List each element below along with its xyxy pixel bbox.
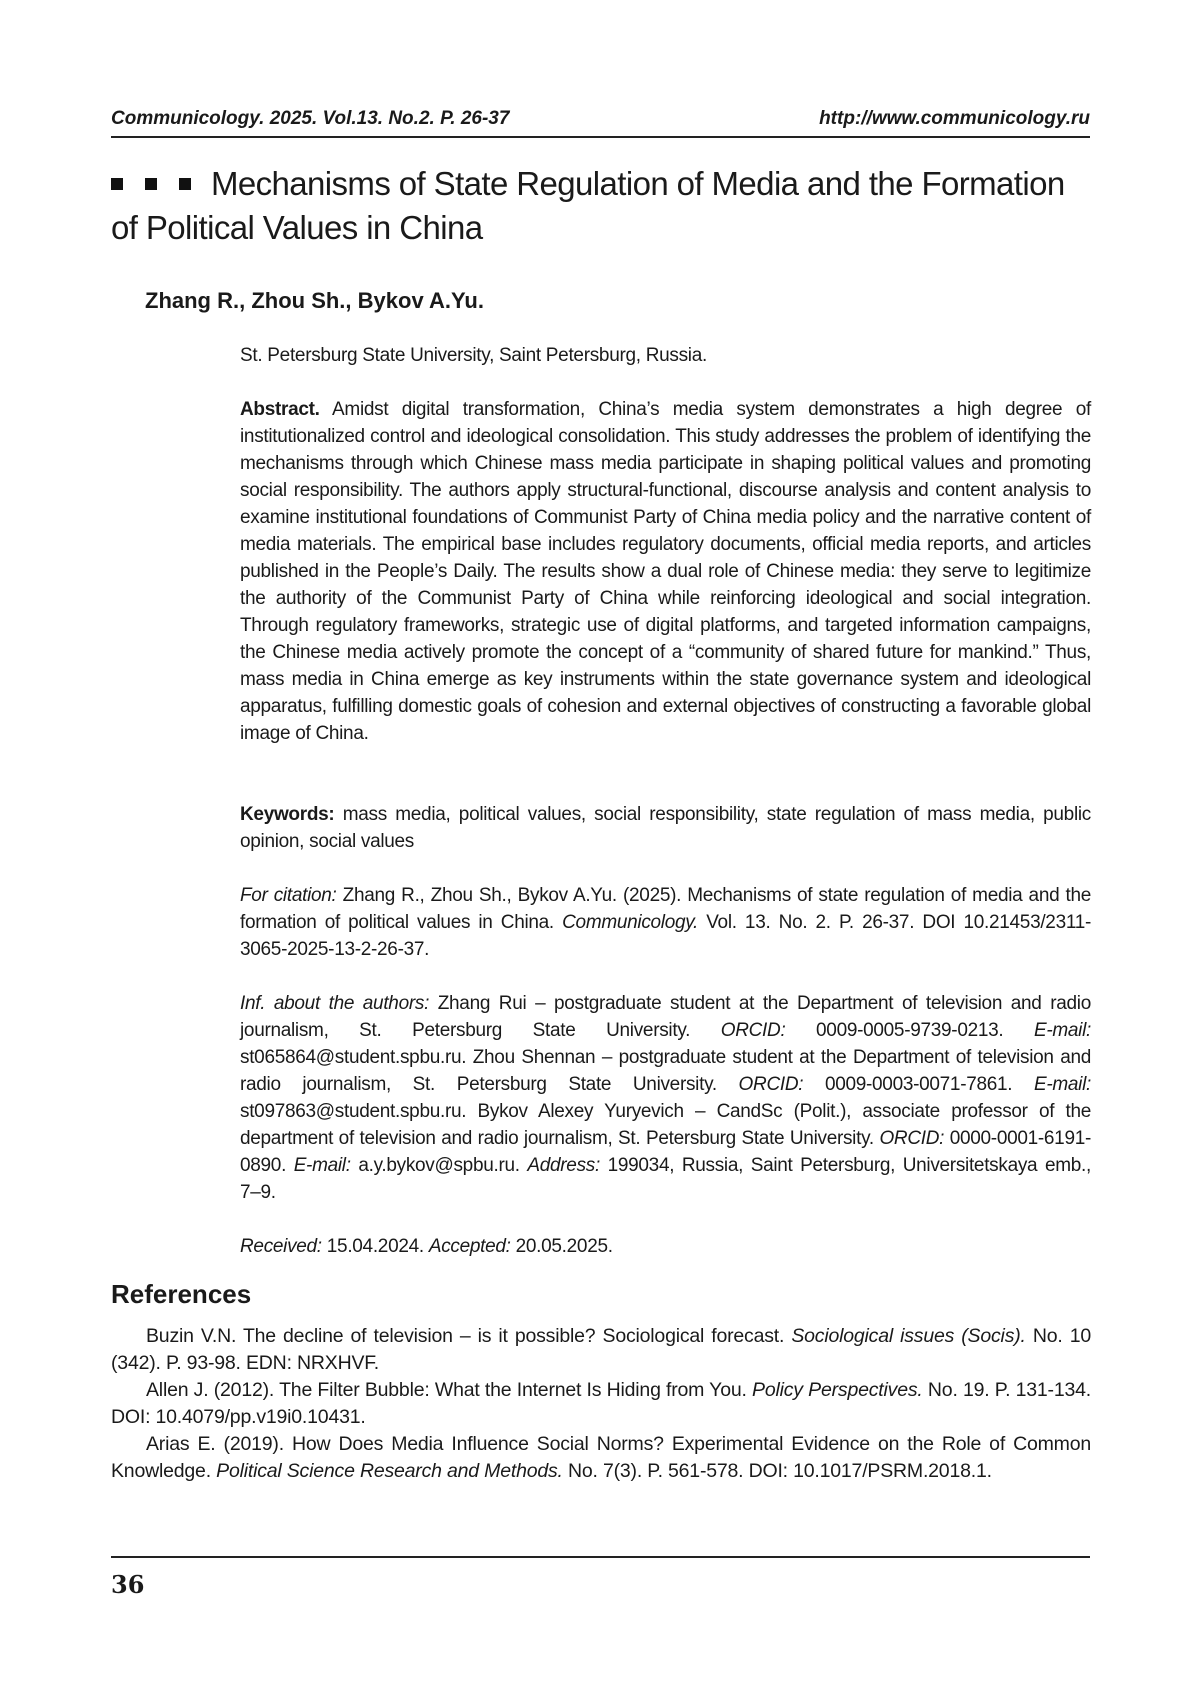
received-date: 15.04.2024. — [326, 1236, 424, 1257]
reference-item — [111, 1323, 1091, 1377]
reference-tail: No. 7(3). P. 561-578. DOI: 10.1017/PSRM.2018.1. — [568, 1460, 992, 1482]
reference-source: Political Science Research and Methods. — [216, 1460, 563, 1482]
citation — [240, 882, 1091, 963]
orcid-1: 0009-0005-9739-0213. — [816, 1020, 1004, 1041]
address: 199034, Russia, Saint Petersburg, Universitetskaya emb., 7–9. — [240, 1155, 1091, 1203]
author-info — [240, 990, 1091, 1206]
email-label: E-mail: — [293, 1155, 351, 1176]
citation-journal: Communicology. — [562, 912, 699, 933]
citation-text: Zhang R., Zhou Sh., Bykov A.Yu. (2025). Mechanisms of state regulation of media and the formation of political values in China. — [240, 885, 1092, 933]
info-author-1: Zhang Rui – postgraduate student at the Department of television and radio journalism, St. Petersburg State University. — [240, 993, 1091, 1041]
info-label: Inf. about the authors: — [240, 993, 430, 1014]
orcid-label: ORCID: — [879, 1128, 945, 1149]
email-3: a.y.bykov@spbu.ru. — [358, 1155, 520, 1176]
accepted-label: Accepted: — [428, 1236, 511, 1257]
keywords — [240, 801, 1091, 855]
affiliation: St. Petersburg State University, Saint Petersburg, Russia. — [240, 345, 707, 366]
abstract-label: Abstract. — [240, 399, 320, 420]
journal-citation: Communicology. 2025. Vol.13. No.2. P. 26-37 — [111, 108, 510, 129]
orcid-3: 0000-0001-6191-0890. — [240, 1128, 1092, 1176]
page-number: 36 — [111, 1570, 145, 1599]
references-heading: References — [111, 1279, 252, 1309]
citation-label: For citation: — [240, 885, 337, 906]
keywords-label: Keywords: — [240, 804, 335, 825]
email-2: st097863@student.spbu.ru. Bykov Alexey Yuryevich – CandSc (Polit.), associate professor of the department of television and radio journalism, St. Petersburg State University. — [240, 1101, 1091, 1149]
references-list — [111, 1323, 1091, 1485]
reference-source: Sociological issues (Socis). — [791, 1325, 1026, 1347]
reference-item — [111, 1377, 1091, 1431]
orcid-label: ORCID: — [720, 1020, 786, 1041]
email-1: st065864@student.spbu.ru. Zhou Shennan – postgraduate student at the Department of television and radio journalism, St. Petersburg State University. — [240, 1047, 1091, 1095]
footer-divider — [111, 1556, 1090, 1558]
running-header — [111, 104, 1090, 138]
abstract — [240, 396, 1091, 747]
title-squares-icon — [111, 162, 197, 206]
citation-tail: Vol. 13. No. 2. P. 26-37. DOI 10.21453/2311-3065-2025-13-2-26-37. — [240, 912, 1091, 960]
dates — [240, 1233, 1091, 1260]
keywords-text: mass media, political values, social responsibility, state regulation of mass media, public opinion, social values — [240, 804, 1091, 852]
article-title — [111, 162, 1091, 250]
reference-item — [111, 1431, 1091, 1485]
accepted-date: 20.05.2025. — [515, 1236, 613, 1257]
address-label: Address: — [527, 1155, 600, 1176]
reference-text: Allen J. (2012). The Filter Bubble: What the Internet Is Hiding from You. — [146, 1379, 747, 1401]
reference-tail: No. 19. P. 131-134. DOI: 10.4079/pp.v19i0.10431. — [111, 1379, 1091, 1428]
abstract-text: Amidst digital transformation, China’s media system demonstrates a high degree of institutionalized control and ideological consolidation. This study addresses the problem of identifying the mechanisms through which Chinese mass media participate in shaping political values and promoting social responsibility. The authors apply structural-functional, discourse analysis and content analysis to examine institutional foundations of Communist Party of China media policy and the narrative content of media materials. The empirical base includes regulatory documents, official media reports, and articles published in the People’s Daily. The results show a dual role of Chinese media: they serve to legitimize the authority of the Communist Party of China while reinforcing ideological and social integration. Through regulatory frameworks, strategic use of digital platforms, and targeted information campaigns, the Chinese media actively promote the concept of a “community of shared future for mankind.” Thus, mass media in China emerge as key instruments within the state governance system and ideological apparatus, fulfilling domestic goals of cohesion and external objectives of constructing a favorable global image of China. — [240, 399, 1091, 744]
journal-url[interactable]: http://www.communicology.ru — [819, 108, 1090, 129]
email-label: E-mail: — [1033, 1020, 1091, 1041]
email-label: E-mail: — [1033, 1074, 1091, 1095]
article-title-text: Mechanisms of State Regulation of Media and the Formation of Political Values in China — [111, 165, 1065, 246]
authors: Zhang R., Zhou Sh., Bykov A.Yu. — [145, 288, 484, 313]
reference-source: Policy Perspectives. — [752, 1379, 923, 1401]
orcid-2: 0009-0003-0071-7861. — [824, 1074, 1013, 1095]
reference-text: Buzin V.N. The decline of television – is it possible? Sociological forecast. — [146, 1325, 785, 1347]
reference-text: Arias E. (2019). How Does Media Influence Social Norms? Experimental Evidence on the Role of Common Knowledge. — [111, 1433, 1091, 1482]
reference-tail: No. 10 (342). P. 93-98. EDN: NRXHVF. — [111, 1325, 1091, 1374]
received-label: Received: — [240, 1236, 322, 1257]
orcid-label: ORCID: — [738, 1074, 804, 1095]
